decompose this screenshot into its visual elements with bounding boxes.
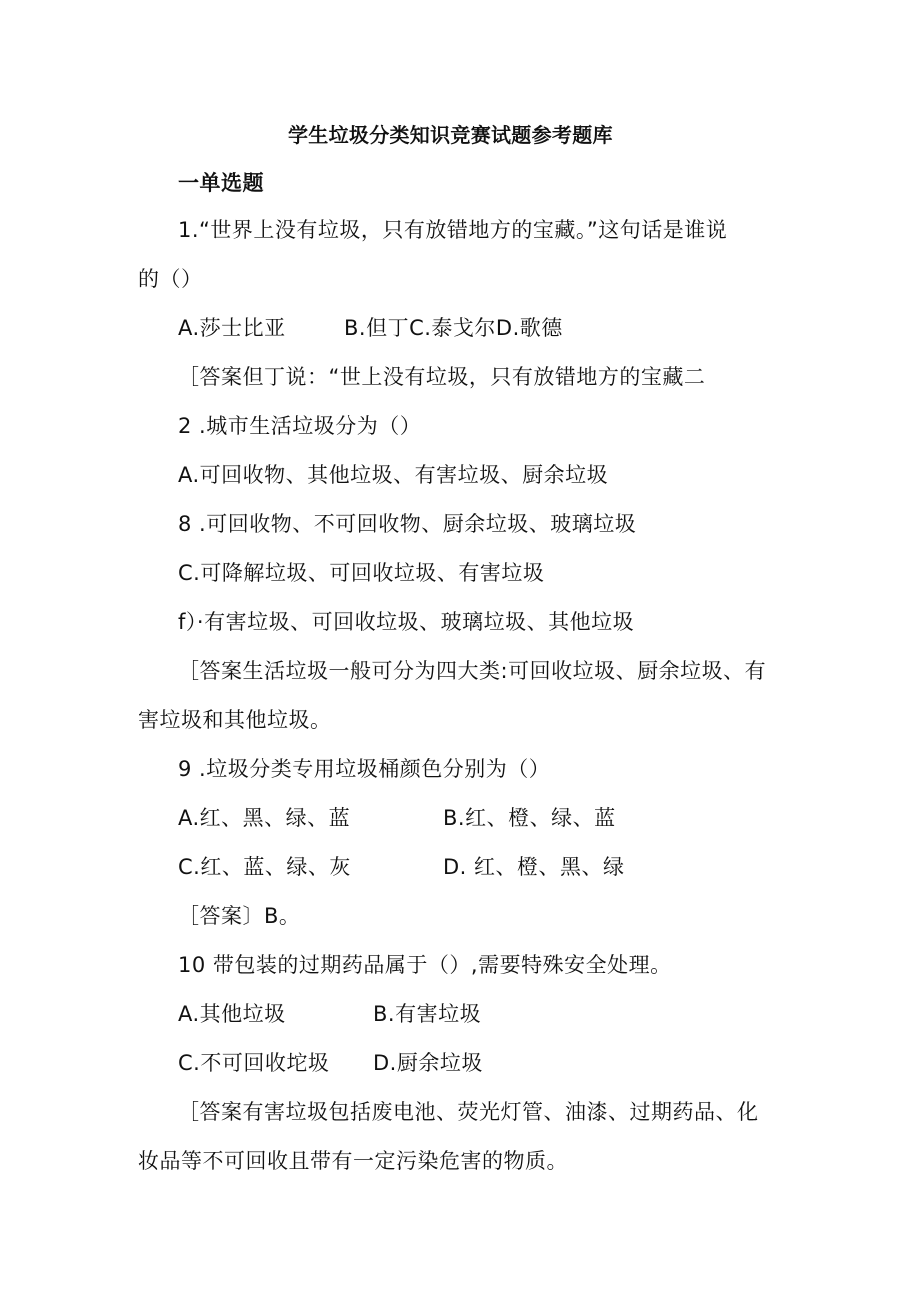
- question-9-answer: ［答案〕B。: [178, 904, 301, 928]
- option-d: D.厨余垃圾: [373, 1051, 483, 1075]
- question-10-answer-line-2: 妆品等不可回收且带有一定污染危害的物质。: [138, 1149, 568, 1173]
- question-2-answer-line-1: ［答案生活垃圾一般可分为四大类:可回收垃圾、厨余垃圾、有: [178, 659, 767, 683]
- question-10: 10 带包装的过期药品属于（）,需要特殊安全处理。: [178, 953, 672, 977]
- question-9: 9 .垃圾分类专用垃圾桶颜色分别为（）: [178, 757, 551, 781]
- question-2-option-d: f）·有害垃圾、可回收垃圾、玻璃垃圾、其他垃圾: [178, 610, 635, 634]
- option-b: B.有害垃圾: [373, 1002, 482, 1026]
- option-a: A.莎士比亚: [178, 316, 286, 340]
- question-2-answer-line-2: 害垃圾和其他垃圾。: [138, 708, 332, 732]
- question-2-option-a: A.可回收物、其他垃圾、有害垃圾、厨余垃圾: [178, 463, 609, 487]
- option-a: A.其他垃圾: [178, 1002, 286, 1026]
- question-10-answer-line-1: ［答案有害垃圾包括废电池、荧光灯管、油漆、过期药品、化: [178, 1100, 759, 1124]
- option-b: B.红、橙、绿、蓝: [443, 806, 616, 830]
- option-d: D. 红、橙、黑、绿: [443, 855, 625, 879]
- question-1-answer: ［答案但丁说：“世上没有垃圾，只有放错地方的宝藏二: [178, 365, 706, 389]
- question-2-option-b: 8 .可回收物、不可回收物、厨余垃圾、玻璃垃圾: [178, 512, 637, 536]
- question-2-option-c: C.可降解垃圾、可回收垃圾、有害垃圾: [178, 561, 545, 585]
- question-1-line-1: 1.“世界上没有垃圾，只有放错地方的宝藏。”这句话是谁说: [178, 218, 728, 242]
- section-heading: 一单选题: [178, 171, 264, 195]
- question-1-line-2: 的（）: [138, 267, 203, 291]
- option-b-c-d: B.但丁C.泰戈尔D.歌德: [344, 316, 563, 340]
- question-2: 2 .城市生活垃圾分为（）: [178, 414, 422, 438]
- document-title: 学生垃圾分类知识竞赛试题参考题库: [288, 123, 613, 147]
- option-c: C.红、蓝、绿、灰: [178, 855, 351, 879]
- option-c: C.不可回收坨圾: [178, 1051, 330, 1075]
- option-a: A.红、黑、绿、蓝: [178, 806, 351, 830]
